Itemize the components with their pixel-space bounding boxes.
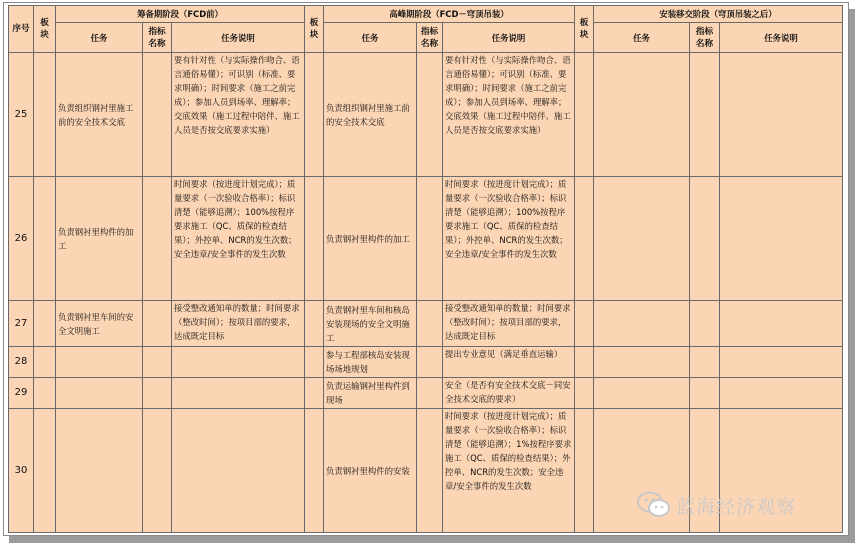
document-frame (3, 2, 849, 536)
row-number: 30 (9, 409, 34, 533)
header-desc-3: 任务说明 (720, 23, 843, 53)
table-row (9, 301, 843, 347)
header-module-2: 板块 (305, 6, 324, 53)
stage1-task: 负责钢衬里构件的加工 (56, 177, 143, 301)
stage1-desc (172, 409, 305, 533)
header-task-1: 任务 (56, 23, 143, 53)
watermark-text: 蓝海经济观察 (676, 495, 797, 518)
header-module-3: 板块 (575, 6, 594, 53)
stage2-desc: 时间要求（按进度计划完成）；质量要求（一次验收合格率）；标识清楚（能够追溯）；1%按程序要求施工（QC、质保的检查结果）；外控单、NCR的发生次数；安全违章/安全事件的发生次数 (443, 409, 575, 533)
stage1-task (56, 378, 143, 409)
header-metric-1: 指标名称 (143, 23, 172, 53)
stage2-task: 负责钢衬里构件的安装 (324, 409, 417, 533)
wechat-icon (636, 490, 672, 520)
header-metric-3: 指标名称 (690, 23, 720, 53)
header-stage1: 筹备期阶段（FCD前） (56, 6, 305, 23)
header-stage3: 安装移交阶段（穹顶吊装之后） (594, 6, 843, 23)
header-seq: 序号 (9, 6, 34, 53)
stage1-task: 负责组织钢衬里施工前的安全技术交底 (56, 53, 143, 177)
stage1-desc: 接受整改通知单的数量；时间要求（整改时间）；按项目部的要求，达成既定目标 (172, 301, 305, 347)
header-row-columns (9, 23, 843, 53)
stage2-desc: 安全（是否有安全技术交底－同安全技术交底的要求） (443, 378, 575, 409)
stage2-task: 负责运输钢衬里构件到现场 (324, 378, 417, 409)
header-task-2: 任务 (324, 23, 417, 53)
header-task-3: 任务 (594, 23, 690, 53)
stage2-task: 参与工程部核岛安装现场场地规划 (324, 347, 417, 378)
header-metric-2: 指标名称 (417, 23, 443, 53)
stage1-desc (172, 347, 305, 378)
stage2-desc: 提出专业意见（满足垂直运输） (443, 347, 575, 378)
row-number: 28 (9, 347, 34, 378)
row-number: 26 (9, 177, 34, 301)
table-row (9, 177, 843, 301)
stage1-task: 负责钢衬里车间的安全文明施工 (56, 301, 143, 347)
stage2-desc: 接受整改通知单的数量；时间要求（整改时间）；按项目部的要求，达成既定目标 (443, 301, 575, 347)
table-row (9, 378, 843, 409)
row-number: 27 (9, 301, 34, 347)
table-row (9, 53, 843, 177)
watermark (636, 488, 858, 522)
stage2-task: 负责钢衬里构件的加工 (324, 177, 417, 301)
stage2-task: 负责组织钢衬里施工前的安全技术交底 (324, 53, 417, 177)
stage2-desc: 时间要求（按进度计划完成）；质量要求（一次验收合格率）；标识清楚（能够追溯）；100%按程序要求施工（QC、质保的检查结果）；外控单、NCR的发生次数；安全违章/安全事件的发生次数 (443, 177, 575, 301)
header-desc-1: 任务说明 (172, 23, 305, 53)
stage1-desc (172, 378, 305, 409)
header-module-1: 板块 (34, 6, 56, 53)
header-row-stages (9, 6, 843, 23)
header-stage2: 高峰期阶段（FCD－穹顶吊装） (324, 6, 575, 23)
stage2-task: 负责钢衬里车间和核岛安装现场的安全文明施工 (324, 301, 417, 347)
stage2-desc: 要有针对性（与实际操作吻合、语言通俗易懂）；可识别（标准、要求明确）；时间要求（施工之前完成）；参加人员到场率、理解率；交底效果（施工过程中陪伴、施工人员是否按交底要求实施） (443, 53, 575, 177)
row-number: 29 (9, 378, 34, 409)
row-number: 25 (9, 53, 34, 177)
table-row (9, 347, 843, 378)
task-table (8, 5, 843, 533)
stage1-task (56, 409, 143, 533)
stage1-task (56, 347, 143, 378)
stage1-desc: 时间要求（按进度计划完成）；质量要求（一次验收合格率）；标识清楚（能够追溯）；100%按程序要求施工（QC、质保的检查结果）；外控单、NCR的发生次数；安全违章/安全事件的发生次数 (172, 177, 305, 301)
header-desc-2: 任务说明 (443, 23, 575, 53)
stage1-desc: 要有针对性（与实际操作吻合、语言通俗易懂）；可识别（标准、要求明确）；时间要求（施工之前完成）；参加人员到场率、理解率；交底效果（施工过程中陪伴、施工人员是否按交底要求实施） (172, 53, 305, 177)
